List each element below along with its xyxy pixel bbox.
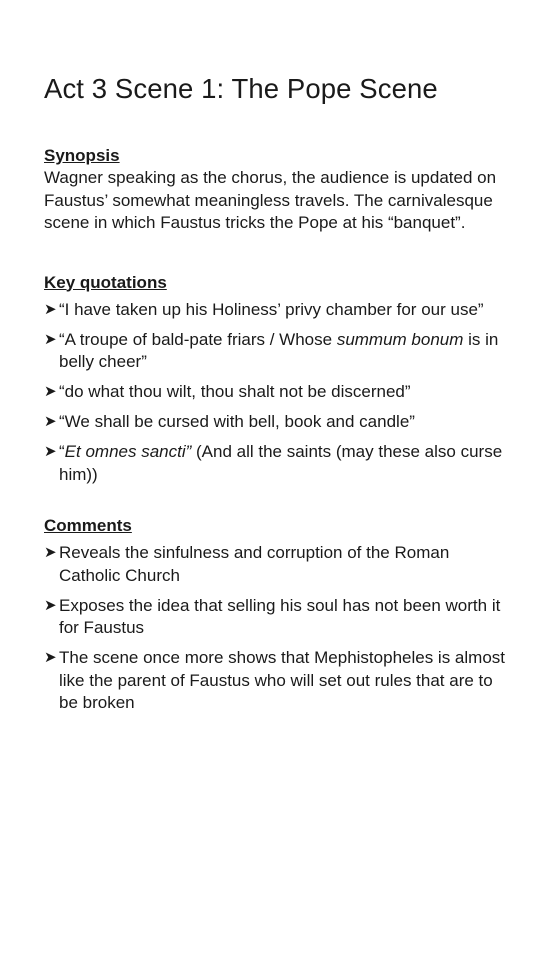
arrow-bullet-icon: ➤ <box>44 596 57 614</box>
synopsis-text: Wagner speaking as the chorus, the audience is updated on Faustus’ somewhat meaningless travels. The carnivalesque scene in which Faustus tricks the Pope at his “banquet”. <box>44 168 497 232</box>
quotation-text-after: is in belly cheer” <box>59 329 499 371</box>
arrow-bullet-icon: ➤ <box>44 330 57 348</box>
comment-text: Reveals the sinfulness and corruption of the Roman Catholic Church <box>59 543 450 585</box>
quotation-item <box>44 299 514 322</box>
comment-text: The scene once more shows that Mephistopheles is almost like the parent of Faustus who will set out rules that are to be broken <box>59 648 506 712</box>
arrow-bullet-icon: ➤ <box>44 413 57 430</box>
comment-item <box>44 542 514 587</box>
arrow-bullet-icon: ➤ <box>44 443 57 460</box>
quotation-item <box>44 411 514 434</box>
quotation-text: “A troupe of bald-pate friars / Whose <box>59 329 337 349</box>
key-quotations-heading: Key quotations <box>44 272 167 292</box>
quotation-item <box>44 381 514 404</box>
key-quotations-list <box>44 299 514 487</box>
comment-item <box>44 595 514 640</box>
slide <box>44 70 514 722</box>
quotation-italic: summum bonum <box>336 329 464 349</box>
comments-heading: Comments <box>44 516 132 535</box>
quotation-text: “do what thou wilt, thou shalt not be discerned” <box>59 382 411 401</box>
quotation-text: “ <box>59 442 65 461</box>
page-title: Act 3 Scene 1: The Pope Scene <box>44 73 438 104</box>
arrow-bullet-icon: ➤ <box>44 300 57 318</box>
arrow-bullet-icon: ➤ <box>44 383 57 400</box>
quotation-text: “We shall be cursed with bell, book and candle” <box>59 412 415 431</box>
quotation-text-after: (And all the saints (may these also curse him)) <box>59 442 503 484</box>
comment-text: Exposes the idea that selling his soul has not been worth it for Faustus <box>59 595 501 637</box>
quotation-item <box>44 329 514 374</box>
comment-item <box>44 647 514 715</box>
comments-list <box>44 542 514 715</box>
arrow-bullet-icon: ➤ <box>44 649 57 666</box>
quotation-italic: Et omnes sancti” <box>64 442 192 461</box>
synopsis-heading: Synopsis <box>44 146 120 165</box>
arrow-bullet-icon: ➤ <box>44 544 57 561</box>
quotation-item <box>44 441 514 486</box>
quotation-text: “I have taken up his Holiness’ privy chamber for our use” <box>59 299 484 319</box>
